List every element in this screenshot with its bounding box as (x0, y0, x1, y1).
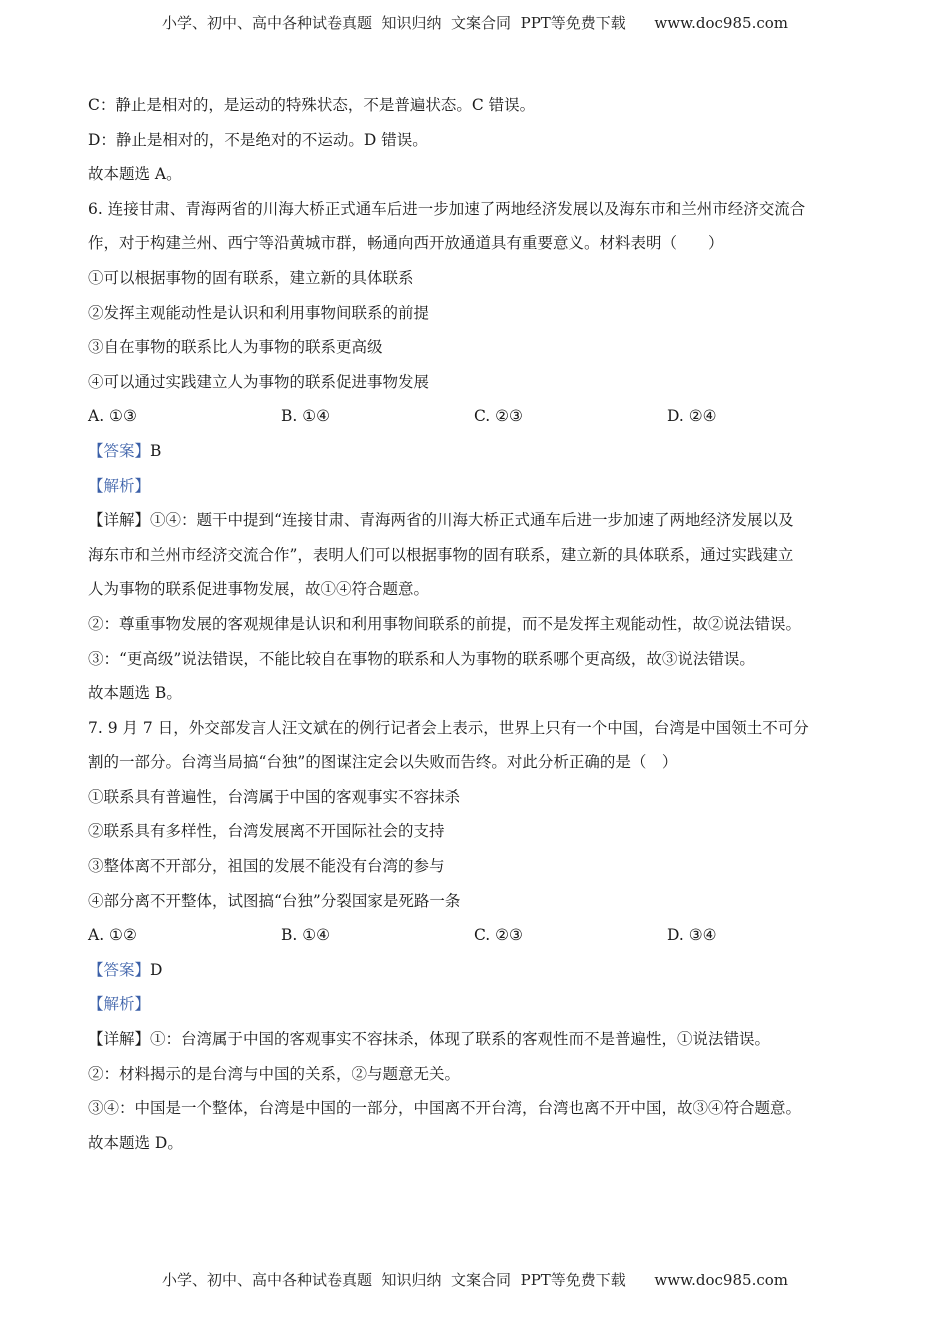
q7-analysis (88, 987, 860, 1022)
page-footer: 小学、初中、高中各种试卷真题 知识归纳 文案合同 PPT等免费下载 www.doc985.com (161, 1271, 788, 1289)
q6-answer-value: B (150, 441, 162, 460)
q6-detail-tag: 【详解】 (88, 511, 151, 530)
q7-answer (88, 953, 860, 988)
q7-option-b: B. ①④ (281, 926, 331, 945)
q6-detail-line1 (88, 503, 860, 538)
q6-item-1: ①可以根据事物的固有联系，建立新的具体联系 (88, 268, 414, 287)
q7-answer-value: D (150, 960, 163, 979)
q6-option-d: D. ②④ (667, 407, 717, 426)
prev-option-d-note: D：静止是相对的，不是绝对的不运动。D 错误。 (88, 130, 428, 149)
q6-stem-line1: 6. 连接甘肃、青海两省的川海大桥正式通车后进一步加速了两地经济发展以及海东市和兰州市经济交流合 (88, 199, 806, 218)
q7-stem-line2: 割的一部分。台湾当局搞“台独”的图谋注定会以失败而告终。对此分析正确的是（ ） (88, 753, 678, 772)
q6-item-4: ④可以通过实践建立人为事物的联系促进事物发展 (88, 372, 430, 391)
q6-answer (88, 434, 860, 469)
q7-detail-line1 (88, 1022, 860, 1057)
q6-item-2: ②发挥主观能动性是认识和利用事物间联系的前提 (88, 303, 430, 322)
q6-detail-line5: ③：“更高级”说法错误，不能比较自在事物的联系和人为事物的联系哪个更高级，故③说法错误。 (88, 649, 755, 668)
prev-conclusion: 故本题选 A。 (88, 165, 182, 184)
q6-analysis (88, 469, 860, 504)
q7-item-2: ②联系具有多样性，台湾发展离不开国际社会的支持 (88, 822, 445, 841)
q7-option-c: C. ②③ (474, 926, 523, 945)
q7-item-3: ③整体离不开部分，祖国的发展不能没有台湾的参与 (88, 857, 445, 876)
q6-answer-tag: 【答案】 (88, 441, 151, 460)
q6-stem-line2: 作，对于构建兰州、西宁等沿黄城市群，畅通向西开放通道具有重要意义。材料表明（ ） (88, 234, 724, 253)
page-header: 小学、初中、高中各种试卷真题 知识归纳 文案合同 PPT等免费下载 www.doc985.com (161, 14, 788, 32)
q7-option-a: A. ①② (88, 926, 137, 945)
q6-detail-line2: 海东市和兰州市经济交流合作”，表明人们可以根据事物的固有联系，建立新的具体联系，通过实践建立 (88, 545, 794, 564)
q6-detail-line3: 人为事物的联系促进事物发展，故①④符合题意。 (88, 580, 430, 599)
prev-option-c-note: C：静止是相对的，是运动的特殊状态，不是普遍状态。C 错误。 (88, 96, 536, 114)
q6-conclusion: 故本题选 B。 (88, 684, 182, 703)
q6-option-c: C. ②③ (474, 407, 523, 426)
q7-answer-tag: 【答案】 (88, 960, 151, 979)
q6-detail-line4: ②：尊重事物发展的客观规律是认识和利用事物间联系的前提，而不是发挥主观能动性，故②说法错误。 (88, 614, 802, 633)
q7-item-1: ①联系具有普遍性，台湾属于中国的客观事实不容抹杀 (88, 787, 461, 806)
q7-detail-tag: 【详解】 (88, 1030, 151, 1049)
q7-detail-text1: ①：台湾属于中国的客观事实不容抹杀，体现了联系的客观性而不是普遍性，①说法错误。 (150, 1030, 771, 1049)
q7-analysis-tag: 【解析】 (88, 995, 151, 1014)
q7-detail-line2: ②：材料揭示的是台湾与中国的关系，②与题意无关。 (88, 1064, 461, 1083)
q6-options (88, 399, 860, 434)
q6-option-a: A. ①③ (88, 407, 137, 426)
q7-conclusion: 故本题选 D。 (88, 1133, 183, 1152)
q6-detail-text1: ①④：题干中提到“连接甘肃、青海两省的川海大桥正式通车后进一步加速了两地经济发展以及 (150, 511, 794, 530)
q6-analysis-tag: 【解析】 (88, 476, 151, 495)
document-body (88, 88, 860, 1160)
q7-option-d: D. ③④ (667, 926, 717, 945)
q7-stem-line1: 7. 9 月 7 日，外交部发言人汪文斌在的例行记者会上表示，世界上只有一个中国，台湾是中国领土不可分 (88, 718, 809, 737)
q6-option-b: B. ①④ (281, 407, 331, 426)
q7-item-4: ④部分离不开整体，试图搞“台独”分裂国家是死路一条 (88, 891, 461, 910)
q7-detail-line3: ③④：中国是一个整体，台湾是中国的一部分，中国离不开台湾，台湾也离不开中国，故③④符合题意。 (88, 1099, 802, 1118)
q6-item-3: ③自在事物的联系比人为事物的联系更高级 (88, 338, 383, 357)
q7-options (88, 918, 860, 953)
